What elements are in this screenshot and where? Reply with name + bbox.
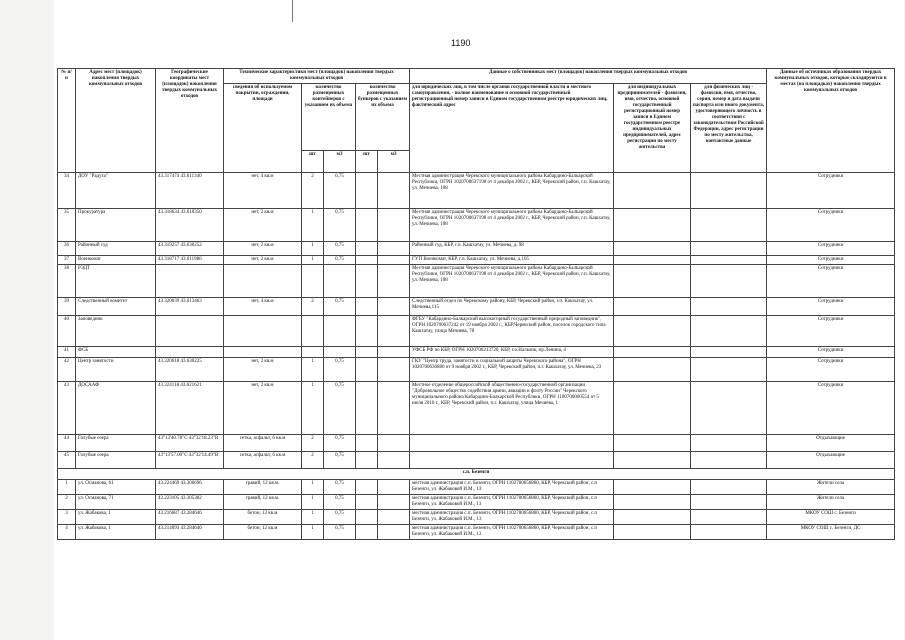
row-owner-phys [691,495,767,510]
row-container-volume: 0,75 [324,525,356,540]
row-surface: нет, 4 кв.м [224,173,302,209]
table-row [58,347,895,358]
row-number: 1 [58,480,76,495]
row-container-volume: 0,75 [324,510,356,525]
row-container-volume: 0,75 [324,209,356,242]
row-surface: нет, 2 кв.м [224,242,302,256]
row-source: Сотрудники [767,298,895,316]
row-owner-phys [691,316,767,347]
row-surface: сетка, асфальт, 6 кв.м [224,435,302,452]
row-owner-ip [614,242,691,256]
row-source: Сотрудники [767,265,895,298]
row-owner-ip [614,480,691,495]
table-row [58,242,895,256]
row-owner-legal: ГКУ "Центр труда, занятости и социальной защиты Черекского района", ОГРН 1020700636880 от 9 ноября 2002 г., КБР, Черекский район, п.г. Кашхатау, ул. Мечиева, 23 [410,358,614,382]
row-owner-phys [691,209,767,242]
header-containers-m3: м3 [324,150,356,172]
row-number: 2 [58,495,76,510]
header-phys: для физических лиц - фамилия, имя, отчество, серия, номер и дата выдачи паспорта или иного документа, удостоверяющего личность в соответствии с законодательством Российской Федерации, адрес регистрации по месту жительства, контактные данные [691,84,767,173]
row-coordinates: 43.318717 43.611986 [156,256,224,265]
row-container-volume: 0,75 [324,495,356,510]
row-address: ул. Жабакова, 1 [76,510,156,525]
row-bunker-count [356,316,378,347]
row-bunker-volume [378,316,410,347]
row-bunker-volume [378,452,410,469]
row-number: 43 [58,382,76,435]
row-bunker-count [356,265,378,298]
row-coordinates [156,347,224,358]
row-container-volume: 0,75 [324,173,356,209]
row-coordinates: 43.320039 43.613463 [156,298,224,316]
row-bunker-volume [378,347,410,358]
row-owner-phys [691,510,767,525]
header-sources: Данные об источниках образования твердых коммунальных отходов, которые складируются в местах (на площадках) накопления твердых коммунальных отходов [767,69,895,173]
row-owner-legal: местная администрация с.п. Безенги, ОГРН 1102700656860, КБР, Черекский район, с.п Безенги, ул. Жабаковой И.М., 13 [410,510,614,525]
row-address: ул. Османова, 71 [76,495,156,510]
row-number: 40 [58,316,76,347]
row-bunker-count [356,173,378,209]
table-row [58,209,895,242]
row-source: Сотрудники [767,256,895,265]
row-owner-ip [614,209,691,242]
row-bunker-count [356,358,378,382]
row-bunker-count [356,495,378,510]
row-container-count: 2 [302,452,324,469]
row-container-count: 1 [302,209,324,242]
row-coordinates: 43.324118 43.621621 [156,382,224,435]
row-bunker-volume [378,173,410,209]
row-surface: нет, 2 кв.м [224,256,302,265]
row-source: МКОУ СОШ с. Безенги, ДС [767,525,895,540]
row-source: Жители села [767,495,895,510]
row-address: ул. Османова, 61 [76,480,156,495]
row-owner-ip [614,358,691,382]
row-owner-ip [614,435,691,452]
row-coordinates: 43.319257 43.630252 [156,242,224,256]
header-coords: Географические координаты мест (площадок) накопления твердых коммунальных отходов [156,69,224,173]
row-owner-legal: Местное отделение общероссийской общественно-государственной организации "Добровольное общество содействия армии, авиации и флоту России" Черекского муниципального района Кабардино-Балкарской Республики, ОГРН 1100700000554 от 5 июля 2010 г., КБР, Черекский район, п.г. Кашхатау, улица Мечиева, 1 [410,382,614,435]
row-owner-legal: Местная администрация Черекского муниципального района Кабардино-Балкарской Республики, ОГРН 1020700637198 от 4 декабря 2002 г., КБР, Черекский район, г.п. Кашхатау, ул. Мечиева, 108 [410,209,614,242]
row-source: Отдыхающие [767,452,895,469]
table-row [58,525,895,540]
row-container-count: 1 [302,480,324,495]
row-container-volume: 0,75 [324,435,356,452]
row-bunker-volume [378,435,410,452]
row-container-count: 1 [302,510,324,525]
row-bunker-volume [378,510,410,525]
row-owner-ip [614,256,691,265]
row-coordinates: 43.216687 43.284646 [156,510,224,525]
table-row [58,316,895,347]
row-surface [224,347,302,358]
row-surface: нет, 4 кв.м [224,298,302,316]
page-edge-line [292,0,293,22]
table-row [58,510,895,525]
row-owner-phys [691,480,767,495]
header-address: Адрес мест (площадок) накопления твердых коммунальных отходов [76,69,156,173]
row-surface: нет, 2 кв.м [224,209,302,242]
header-bunkers-sht: шт [356,150,378,172]
header-tech: Технические характеристики мест (площадок) накопления твердых коммунальных отходов [224,69,410,84]
header-num: № п/п [58,69,76,173]
row-owner-phys [691,256,767,265]
row-owner-legal [410,452,614,469]
table-row [58,265,895,298]
row-bunker-count [356,347,378,358]
row-address: Прокуратура [76,209,156,242]
row-source: МКОУ СОШ с. Безенги [767,510,895,525]
row-owner-phys [691,358,767,382]
row-bunker-volume [378,525,410,540]
row-bunker-volume [378,495,410,510]
row-number: 38 [58,265,76,298]
row-container-count: 1 [302,382,324,435]
row-owner-legal: ФГБУ "Кабардино-Балкарский высокогорный государственный природный заповедник", ОГРН 1020700637242 от 19 ноября 2002 г., КБР,Черекский район, поселок городского типа Кашхатау, улица Мечиева, 78 [410,316,614,347]
row-bunker-count [356,256,378,265]
row-container-count: 1 [302,242,324,256]
section-row [58,469,895,480]
row-surface: гравий, 12 кв.м. [224,495,302,510]
row-bunker-count [356,435,378,452]
row-container-volume: 0,75 [324,452,356,469]
row-owner-ip [614,316,691,347]
row-surface: нет, 2 кв.м [224,382,302,435]
row-source: Сотрудники [767,316,895,347]
row-owner-ip [614,382,691,435]
row-container-count: 2 [302,435,324,452]
row-owner-legal: Следственный отдел по Черекскому району, КБР, Черекский район, г.п. Кашхатау, ул. Мечиева,115 [410,298,614,316]
row-container-volume [324,265,356,298]
row-container-count: 1 [302,358,324,382]
table-row [58,452,895,469]
row-owner-legal: местная администрация с.п. Безенги, ОГРН 1102700656860, КБР, Черекский район, с.п Безенги, ул. Жабаковой И.М., 13 [410,525,614,540]
row-number: 4 [58,525,76,540]
row-bunker-volume [378,242,410,256]
header-bunkers: количество размещенных бункеров с указанием их объема [356,84,410,151]
row-address: ДОУ "Радуга" [76,173,156,209]
row-coordinates [156,265,224,298]
row-source: Жители села [767,480,895,495]
table-row [58,480,895,495]
row-surface: сетка, асфальт, 6 кв.м [224,452,302,469]
row-container-volume [324,347,356,358]
row-container-count: 1 [302,495,324,510]
row-container-volume: 0,75 [324,256,356,265]
row-coordinates [156,316,224,347]
row-coordinates: 43.224469 43.306696 [156,480,224,495]
header-surface: сведения об используемом покрытии, ограждении, площади [224,84,302,173]
row-coordinates: 43.320618 43.630225 [156,358,224,382]
row-owner-ip [614,510,691,525]
row-coordinates: 43°13'57.00"С 43°32'14.49"В [156,452,224,469]
row-surface: гравий, 12 кв.м. [224,480,302,495]
row-owner-phys [691,265,767,298]
row-owner-phys [691,525,767,540]
table-row [58,495,895,510]
row-number: 44 [58,435,76,452]
row-address: Голубые озера [76,435,156,452]
row-address: Районный суд [76,242,156,256]
section-title: с.п. Безенги [58,469,895,480]
row-source: Сотрудники [767,358,895,382]
row-surface: нет, 2 кв.м [224,358,302,382]
row-source: Сотрудники [767,347,895,358]
row-coordinates: 43.317474 43.611340 [156,173,224,209]
row-owner-ip [614,495,691,510]
row-owner-ip [614,173,691,209]
row-number: 42 [58,358,76,382]
row-bunker-volume [378,358,410,382]
row-owner-legal: местная администрация с.п. Безенги, ОГРН 1102700656860, КБР, Черекский район, с.п Безенги, ул. Жабаковой И.М., 13 [410,495,614,510]
row-surface [224,316,302,347]
row-container-volume: 0,75 [324,298,356,316]
row-owner-legal [410,435,614,452]
row-bunker-count [356,510,378,525]
row-owner-legal: местная администрация с.п. Безенги, ОГРН 1102700656860, КБР, Черекский район, с.п Безенги, ул. Жабаковой И.М., 13 [410,480,614,495]
row-container-count [302,265,324,298]
row-bunker-count [356,382,378,435]
row-number: 45 [58,452,76,469]
row-owner-phys [691,435,767,452]
row-address: Заповедник [76,316,156,347]
row-source: Отдыхающие [767,435,895,452]
row-address: Военкомат [76,256,156,265]
row-source: Сотрудники [767,382,895,435]
row-bunker-count [356,480,378,495]
row-container-count [302,347,324,358]
header-containers: количество размещенных контейнеров с указанием их объема [302,84,356,151]
row-coordinates: 43°13'40.78"С 43°32'18.23"В [156,435,224,452]
header-bunkers-m3: м3 [378,150,410,172]
table-row [58,382,895,435]
row-number: 35 [58,209,76,242]
waste-sites-table [57,68,895,540]
row-number: 39 [58,298,76,316]
row-owner-phys [691,298,767,316]
row-number: 41 [58,347,76,358]
row-owner-legal: Местная администрация Черекского муниципального района Кабардино-Балкарской Республики, ОГРН 1020700637198 от 4 декабря 2002 г., КБР, Черекский район, г.п. Кашхатау, ул. Мечиева, 108 [410,173,614,209]
table-row [58,256,895,265]
row-owner-phys [691,173,767,209]
table-row [58,358,895,382]
row-bunker-count [356,209,378,242]
row-number: 3 [58,510,76,525]
row-address: РЭДТ [76,265,156,298]
row-owner-legal: ГУП Военкомат, КБР, г.п. Кашхатау, ул. Мечиева, д.105 [410,256,614,265]
row-address: Голубые озера [76,452,156,469]
row-bunker-count [356,242,378,256]
row-bunker-volume [378,382,410,435]
row-owner-ip [614,347,691,358]
row-container-volume: 0,75 [324,358,356,382]
row-container-volume [324,316,356,347]
row-container-count: 1 [302,256,324,265]
row-source: Сотрудники [767,209,895,242]
row-number: 34 [58,173,76,209]
row-bunker-count [356,452,378,469]
row-address: ДОСААФ [76,382,156,435]
row-bunker-volume [378,256,410,265]
row-surface [224,265,302,298]
row-number: 37 [58,256,76,265]
header-legal: для юридических лиц, в том числе органов государственной власти и местного самоуправления, - полное наименование и основной государственный регистрационный номер записи в Едином государственном реестре юридических лиц, фактический адрес [410,84,614,173]
table-body [58,173,895,540]
row-source: Сотрудники [767,242,895,256]
row-container-count: 2 [302,173,324,209]
row-container-volume: 0,75 [324,242,356,256]
row-owner-phys [691,242,767,256]
header-containers-sht: шт [302,150,324,172]
row-container-volume: 0,75 [324,382,356,435]
row-bunker-count [356,525,378,540]
row-owner-legal: УФСБ РФ по КБР, ОГРН 1020700213720, КБР, г.о.Нальчик, пр.Ленина, 4 [410,347,614,358]
row-owner-legal: Местная администрация Черекского муниципального района Кабардино-Балкарской Республики, ОГРН 1020700637198 от 4 декабря 2002 г., КБР, Черекский район, г.п. Кашхатау, ул. Мечиева, 108 [410,265,614,298]
row-bunker-volume [378,298,410,316]
row-container-count: 2 [302,298,324,316]
page-number: 1190 [451,38,471,48]
row-address: Центр занятости [76,358,156,382]
row-owner-ip [614,525,691,540]
table-row [58,298,895,316]
row-number: 36 [58,242,76,256]
row-bunker-volume [378,209,410,242]
row-bunker-volume [378,480,410,495]
row-owner-phys [691,452,767,469]
row-container-count: 1 [302,525,324,540]
row-coordinates: 43.214093 43.284646 [156,525,224,540]
row-address: ул. Жабакова, 1 [76,525,156,540]
row-owner-ip [614,265,691,298]
row-owner-phys [691,382,767,435]
row-owner-legal: Районный суд, КБР, г.п. Кашхатау, ул. Мечиева, д. 98 [410,242,614,256]
row-surface: бетон, 12 кв.м [224,510,302,525]
header-ip: для индивидуальных предпринимателей - фамилия, имя, отчество, основной государственный регистрационный номер записи в Едином государственном реестре индивидуальных предпринимателей, адрес регистрации по месту жительства [614,84,691,173]
row-owner-phys [691,347,767,358]
row-coordinates: 43.318634 43.610350 [156,209,224,242]
row-owner-ip [614,298,691,316]
row-address: Следственный комитет [76,298,156,316]
row-source: Сотрудники [767,173,895,209]
header-owners: Данные о собственниках мест (площадок) накопления твердых коммунальных отходов [410,69,767,84]
row-address: ФСБ [76,347,156,358]
row-container-volume: 0,75 [324,480,356,495]
row-container-count [302,316,324,347]
table-row [58,173,895,209]
row-coordinates: 43.223105 43.305382 [156,495,224,510]
row-surface: бетон, 12 кв.м [224,525,302,540]
row-bunker-volume [378,265,410,298]
table-row [58,435,895,452]
row-owner-ip [614,452,691,469]
row-bunker-count [356,298,378,316]
